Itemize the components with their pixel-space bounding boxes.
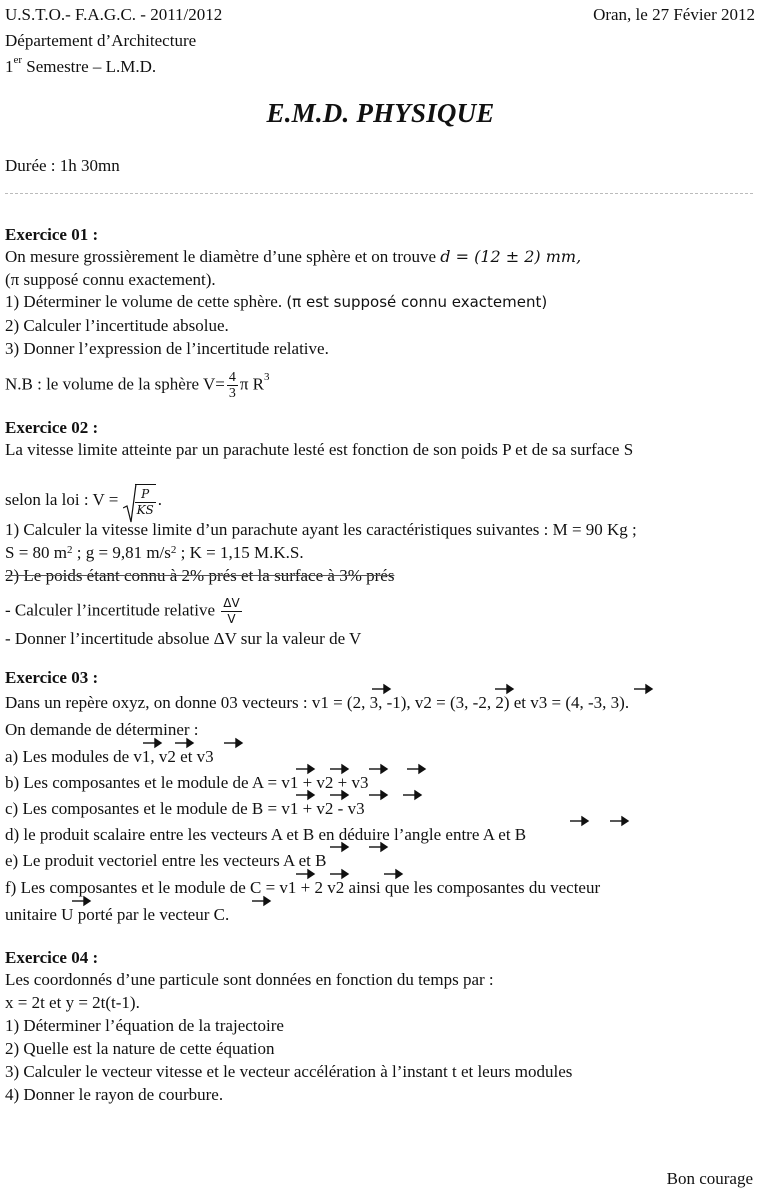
exercise-2-title: Exercice 02 : [5,418,99,437]
exercise-3-line-d: d) le produit scalaire entre les vecteurs A et B en déduire l’angle entre A et B [5,825,527,844]
exercise-4-line-1: Les coordonnés d’une particule sont données en fonction du temps par : [5,970,494,989]
header-semester: 1er Semestre – L.M.D. [5,54,157,76]
exercise-4-line-5: 3) Calculer le vecteur vitesse et le vecteur accélération à l’instant t et leurs modules [5,1062,573,1081]
exercise-3-line-e: e) Le produit vectoriel entre les vecteurs A et B [5,851,327,870]
exercise-3-line-g: unitaire U porté par le vecteur C. [5,905,230,924]
exercise-3-line-2: On demande de déterminer : [5,720,199,739]
exercise-3-line-a: a) Les modules de v1, v2 et v3 [5,747,214,766]
page-title: E.M.D. PHYSIQUE [266,98,495,128]
header-location-date: Oran, le 27 Févier 2012 [593,5,755,24]
exercise-2-line-5: 2) Le poids étant connu à 2% prés et la surface à 3% prés [5,566,395,585]
exercise-3-line-f: f) Les composantes et le module de C = v1 + 2 v2 ainsi que les composantes du vecteur [5,878,601,897]
exercise-2-line-3: 1) Calculer la vitesse limite d’un parachute ayant les caractéristiques suivantes : M = 90 Kg ; [5,520,637,539]
exercise-2-line-2: selon la loi : V = $\frac{P}{KS}$ . [5,484,162,518]
exercise-3-line-b: b) Les composantes et le module de A = v1 + v2 + v3 [5,773,369,792]
exam-duration: Durée : 1h 30mn [5,156,120,175]
exercise-1-line-5: 3) Donner l’expression de l’incertitude relative. [5,339,329,358]
exercise-2-line-7: - Donner l’incertitude absolue ΔV sur la valeur de V [5,629,362,648]
exercise-1-line-1: On mesure grossièrement le diamètre d’une sphère et on trouve d = (12 ± 2) mm, [5,247,582,266]
header-department: Département d’Architecture [5,31,197,50]
exercise-1-title: Exercice 01 : [5,225,99,244]
exercise-2-line-1: La vitesse limite atteinte par un parachute lesté est fonction de son poids P et de sa surface S [5,440,634,459]
footer-bon-courage: Bon courage [666,1169,753,1188]
exercise-1-line-4: 2) Calculer l’incertitude absolue. [5,316,229,335]
exercise-4-line-2: x = 2t et y = 2t(t-1). [5,993,140,1012]
exercise-4-line-6: 4) Donner le rayon de courbure. [5,1085,224,1104]
header-institution: U.S.T.O.- F.A.G.C. - 2011/2012 [5,5,223,24]
exercise-4-title: Exercice 04 : [5,948,99,967]
exercise-3-line-1: Dans un repère oxyz, on donne 03 vecteurs : v1 = (2, 3, -1), v2 = (3, -2, 2) et v3 = (4, -3, 3). [5,693,630,712]
exercise-1-nb: N.B : le volume de la sphère V= $\frac{4}{3}$ π $R^3$ [5,370,270,401]
exercise-3-line-c: c) Les composantes et le module de B = v1 + v2 - v3 [5,799,365,818]
exercise-2-line-6: - Calculer l’incertitude relative $\frac{\Delta V}{V}$ [5,596,240,626]
exercise-4-line-3: 1) Déterminer l’équation de la trajectoire [5,1016,284,1035]
exercise-1-line-2: (π supposé connu exactement). [5,270,216,289]
exercise-4-line-4: 2) Quelle est la nature de cette équation [5,1039,275,1058]
exercise-1-line-3: 1) Déterminer le volume de cette sphère. (π est supposé connu exactement) [5,292,548,311]
sqrt-symbol: $\frac{P}{KS}$ [123,484,158,518]
exercise-3-title: Exercice 03 : [5,668,99,687]
exercise-2-line-4: S = 80 $m^2$ ; g = 9,81 $m/s^2$ ; K = 1,15 M.K.S. [5,543,304,562]
